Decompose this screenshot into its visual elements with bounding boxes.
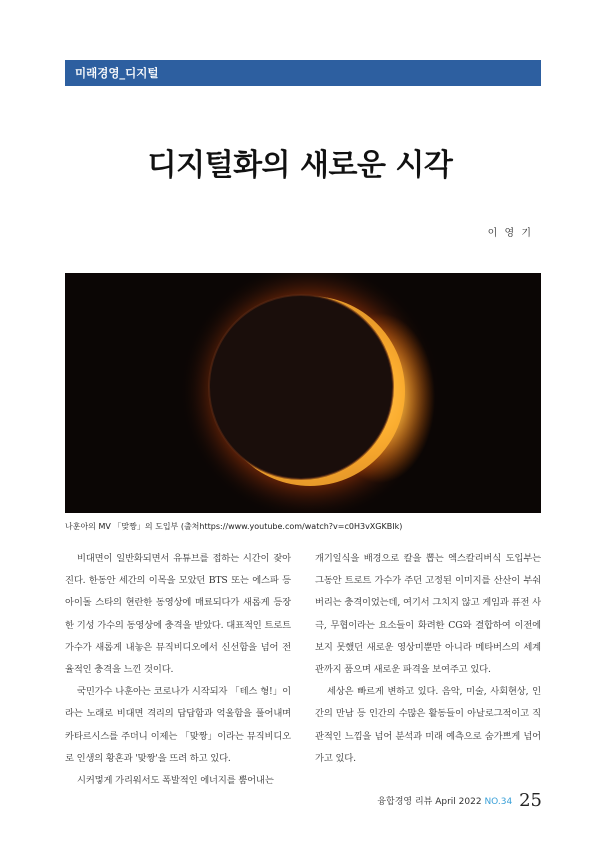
section-label: 미래경영_디지털 [75, 66, 159, 80]
body-column-right [315, 548, 541, 770]
body-paragraph: 비대면이 일반화되면서 유튜브를 접하는 시간이 잦아진다. 한동안 세간의 이목을 모았던 BTS 또는 에스파 등 아이돌 스타의 현란한 동영상에 매료되다가 새롭게 등장한 기성 가수의 동영상에 충격을 받았다. 대표적인 트로트 가수가 새롭게 내놓은 뮤직비디오에서 신선함을 넘어 전율적인 충격을 느낀 것이다. [65, 553, 291, 676]
body-column-left [65, 548, 291, 792]
magazine-name: 융합경영 리뷰 [377, 797, 433, 807]
page-number: 25 [519, 790, 542, 811]
eclipse-photo [65, 273, 541, 513]
section-header-band [65, 60, 541, 86]
eclipse-graphic [65, 273, 541, 513]
body-paragraph: 국민가수 나훈아는 코로나가 시작되자 「테스 형!」이라는 노래로 비대면 격리의 답답함과 억울함을 풀어내며 카타르시스를 주더니 이제는 「맞짱」이라는 뮤직비디오로 인생의 황혼과 '맞짱'을 뜨려 하고 있다. [65, 686, 291, 764]
issue-number: NO.34 [484, 797, 513, 807]
body-paragraph: 세상은 빠르게 변하고 있다. 음악, 미술, 사회현상, 인간의 만남 등 인간의 수많은 활동들이 아날로그적이고 직관적인 느낌을 넘어 분석과 미래 예측으로 숨가쁘게 넘어가고 있다. [315, 686, 541, 764]
body-paragraph: 시커멓게 가리워서도 폭발적인 에너지를 뿜어내는 [77, 775, 274, 787]
photo-caption: 나훈아의 MV 「맞짱」의 도입부 (출처https://www.youtube.com/watch?v=c0H3vXGKBIk) [65, 522, 403, 531]
body-paragraph: 개기일식을 배경으로 칼을 뽑는 엑스칼리버식 도입부는 그동안 트로트 가수가 주던 고정된 이미지를 산산이 부숴버리는 충격이었는데, 여기서 그치지 않고 게임과 퓨전 사극, 무협이라는 요소들이 화려한 CG와 결합하여 이전에 보지 못했던 새로운 영상미뿐만 아니라 메타버스의 세계관까지 품으며 새로운 파격을 보여주고 있다. [315, 553, 541, 676]
page-footer [377, 790, 542, 811]
issue-date: April 2022 [435, 797, 482, 807]
article-author: 이 영 기 [487, 228, 533, 239]
article-title: 디지털화의 새로운 시각 [147, 148, 453, 183]
